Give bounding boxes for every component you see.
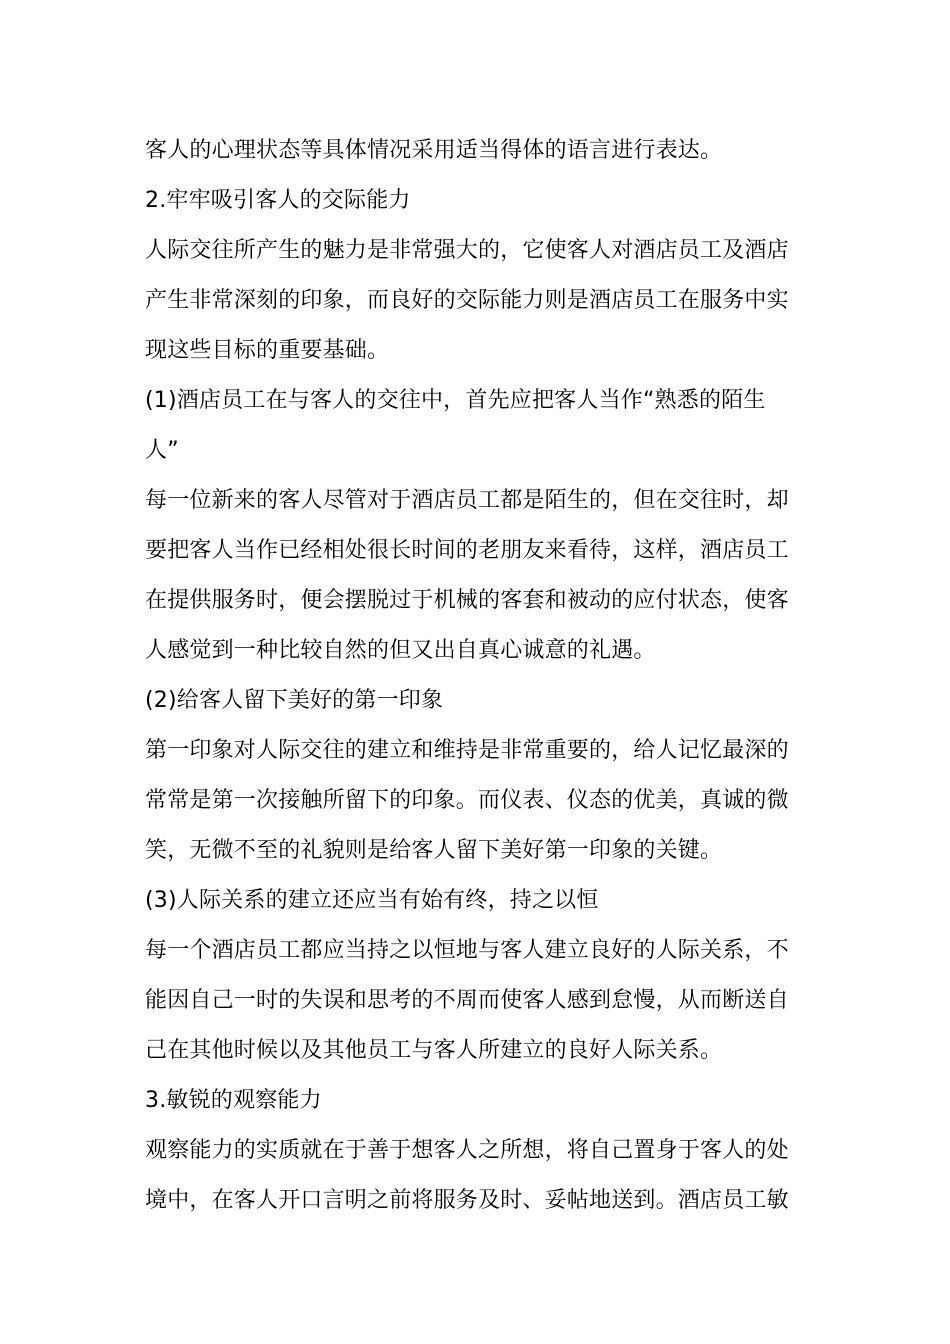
text-line: 每一位新来的客人尽管对于酒店员工都是陌生的，但在交往时，却	[145, 488, 789, 513]
text-line: 产生非常深刻的印象，而良好的交际能力则是酒店员工在服务中实	[145, 288, 789, 313]
text-line: 第一印象对人际交往的建立和维持是非常重要的，给人记忆最深的	[145, 738, 789, 763]
section-heading: 2.牢牢吸引客人的交际能力	[145, 188, 411, 213]
subsection-heading: (1)酒店员工在与客人的交往中，首先应把客人当作“熟悉的陌生	[145, 388, 766, 413]
text-line: 能因自己一时的失误和思考的不周而使客人感到怠慢，从而断送自	[145, 988, 789, 1013]
text-line: 人际交往所产生的魅力是非常强大的，它使客人对酒店员工及酒店	[145, 238, 789, 263]
text-line: 要把客人当作已经相处很长时间的老朋友来看待，这样，酒店员工	[145, 538, 789, 563]
text-line: 客人的心理状态等具体情况采用适当得体的语言进行表达。	[145, 138, 723, 163]
subsection-heading: (2)给客人留下美好的第一印象	[145, 688, 444, 713]
text-line: 己在其他时候以及其他员工与客人所建立的良好人际关系。	[145, 1038, 723, 1063]
text-line: 每一个酒店员工都应当持之以恒地与客人建立良好的人际关系，不	[145, 938, 789, 963]
text-line: 人感觉到一种比较自然的但又出自真心诚意的礼遇。	[145, 638, 656, 663]
text-line: 观察能力的实质就在于善于想客人之所想，将自己置身于客人的处	[145, 1138, 789, 1163]
subsection-heading: (3)人际关系的建立还应当有始有终，持之以恒	[145, 888, 599, 913]
text-line: 常常是第一次接触所留下的印象。而仪表、仪态的优美，真诚的微	[145, 788, 789, 813]
text-line: 笑，无微不至的礼貌则是给客人留下美好第一印象的关键。	[145, 838, 723, 863]
text-line: 境中，在客人开口言明之前将服务及时、妥帖地送到。酒店员工敏	[145, 1188, 789, 1213]
text-line: 在提供服务时，便会摆脱过于机械的客套和被动的应付状态，使客	[145, 588, 789, 613]
text-line: 现这些目标的重要基础。	[145, 338, 390, 363]
section-heading: 3.敏锐的观察能力	[145, 1088, 322, 1113]
subsection-heading: 人”	[145, 438, 179, 463]
